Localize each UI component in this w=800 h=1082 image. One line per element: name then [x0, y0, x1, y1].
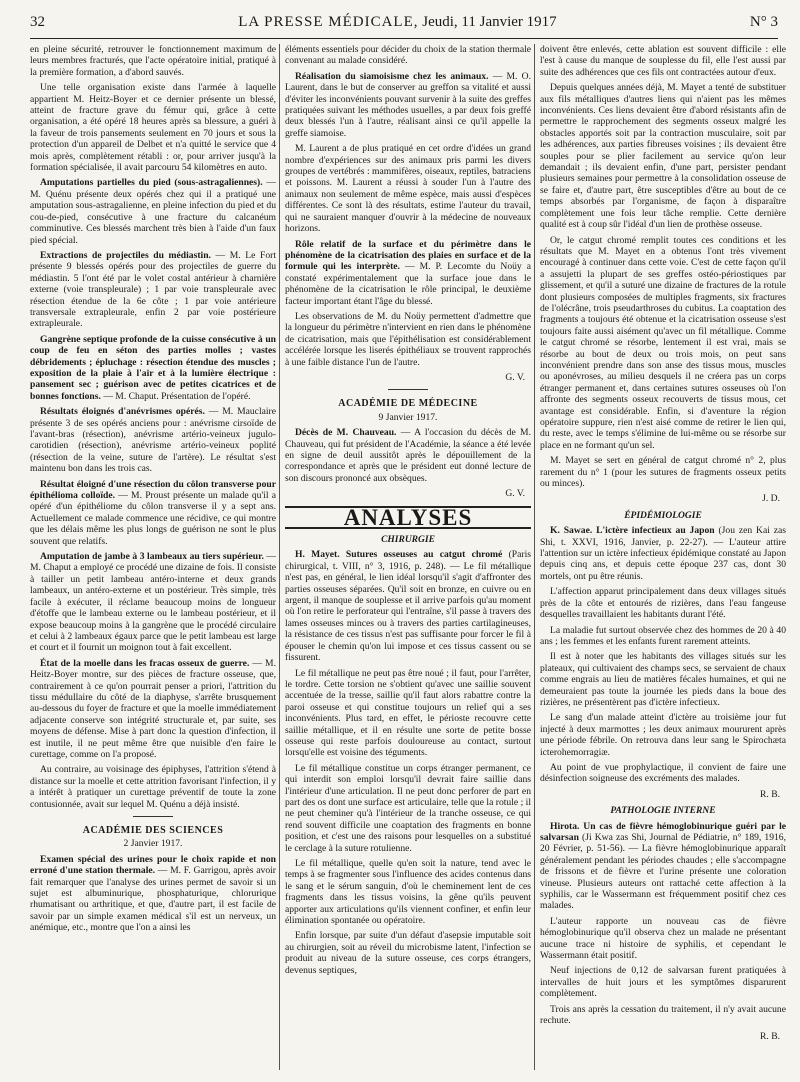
paragraph: Au contraire, au voisinage des épiphyses, l'attrition s'étend à distance sur la moelle et cette attrition favorisant l'infection, il y a intérêt à pratiquer un curettage préventif de toute la zone contusionnée, avait sur lequel M. Quénu a déjà insisté.	[30, 764, 276, 810]
signature: R. B.	[760, 1030, 780, 1042]
article	[30, 551, 276, 654]
paragraph: Enfin lorsque, par suite d'un défaut d'asepsie imputable soit au chirurgien, soit au réveil du microbisme latent, l'infection se produit au niveau de la suture osseuse, ces corps étrangers, devenus septiques,	[285, 930, 531, 976]
article-text: — M. Chaput a employé ce procédé une dizaine de fois. Il consiste à tailler un petit lambeau antéro-interne et deux grands lambeaux, un antéro-externe et un postérieur. Très simple, très facile à exécuter, il réclame beaucoup moins de longueur d'étoffe que le lambeau externe ou le lambeau postérieur, et il expose beaucoup moins à la gangrène que le procédé circulaire et celui à 2 lambeaux égaux parce que le petit lambeau est large et court et il fournit un moignon tout à fait excellent.	[30, 551, 276, 654]
article-heading: Gangrène septique profonde de la cuisse consécutive à un coup de feu en séton des parties molles ; vastes débridements ; épluchage : résection étendue des muscles ; exposition de la plaie à l'air et à la lumière électrique : pansement sec ; guérison avec de petites cicatrices et de bonnes fonctions.	[30, 333, 276, 402]
section-divider	[388, 389, 428, 390]
article	[30, 406, 276, 474]
page-number: 32	[30, 14, 45, 30]
paragraph: Une telle organisation existe dans l'armée à laquelle appartient M. Heitz-Boyer et ce dernier présente un blessé, atteint de fracture grave du fémur qui, grâce à cette organisation, a été opéré 18 heures après sa blessure, a guéri à la faveur de trois pansements seulement en 70 jours et sous la protection d'un appareil de Delbet et n'a quitté le service que 4 mois après, complètement rétabli : or, pour arriver jusqu'à la formation spécialisée, il avait parcouru 54 kilomètres en auto.	[30, 82, 276, 174]
article	[285, 549, 531, 663]
column-1	[30, 44, 276, 1074]
article	[30, 479, 276, 547]
article-text: — M. Quénu présente deux opérés chez qui il a pratiqué une amputation sous-astragalienne, en pleine infection du pied et du cou-de-pied, consécutive à une fracture du calcanéum comminutive. Ces blessés marchent très bien à l'aide d'un faux pied spécial.	[30, 177, 276, 246]
paragraph: Le fil métallique, quelle qu'en soit la nature, tend avec le temps à se fragmenter sous l'influence des acides contenus dans le sang et le sérum sanguin, d'où le cheminement lent de ces fragments dans les tissus voisins, la gêne qu'ils peuvent apporter aux articulations qu'ils viennent confiner, et enfin leur élimination spontanée ou opératoire.	[285, 858, 531, 927]
journal-title	[238, 14, 556, 31]
column-divider-2	[534, 44, 535, 1070]
article-heading: Extractions de projectiles du médiastin.	[40, 249, 211, 261]
article-text: (Ji Kwa zas Shi, Journal de Pédiatrie, n° 189, 1916, 20 Février, p. 51-56). — La fièvre hémoglobinurique apparaît généralement pendant les périodes chaudes ; elle s'accompagne de frissons et de fièvre et l'urine présente une coloration vineuse. Plusieurs auteurs ont rattaché cette affection à la syphilis, car le Wassermann est fréquemment positif chez ces malades.	[540, 832, 786, 912]
signature: G. V.	[505, 371, 525, 383]
paragraph: Au point de vue prophylactique, il convient de faire une désinfection soigneuse des excréments des malades.	[540, 761, 786, 785]
page-header	[30, 14, 778, 34]
issue-number: N° 3	[749, 14, 778, 30]
paragraph: Trois ans après la cessation du traitement, il n'y avait aucune rechute.	[540, 1003, 786, 1027]
article	[285, 71, 531, 139]
paragraph: Le fil métallique constitue un corps étranger permanent, ce qui interdit son emploi lorsqu'il devrait faire saillie dans l'intérieur d'une articulation. Il ne peut donc perforer de part en part des os dont une surface est articulaire, telle que la rotule ; il ne peut cheminer qu'à l'intérieur de la tranche osseuse, ce qui rend souvent difficile une coaptation des fragments en bonne position, et c'est une des raisons pour lesquelles on a substitué le cerclage à la suture rotulienne.	[285, 762, 531, 854]
section-date: 9 Janvier 1917.	[378, 411, 438, 423]
article-text: (Jou zen Kai zas Shi, t. XXVI, 1916, Janvier, p. 22-27). — L'auteur attire l'attention sur un ictère infectieux épidémique constaté au Japon depuis cinq ans, et depuis cette époque 237 cas, dont 30 mortels, ont pu être réunis.	[540, 525, 786, 582]
article	[285, 427, 531, 484]
column-3	[540, 44, 786, 1074]
article-heading: Décès de M. Chauveau.	[295, 427, 397, 439]
signature: J. D.	[762, 493, 780, 505]
paragraph: Neuf injections de 0,12 de salvarsan furent pratiquées à intervalles de huit jours et les symptômes disparurent complètement.	[540, 965, 786, 1000]
article-heading: K. Sawae. L'ictère infectieux au Japon	[550, 525, 715, 537]
column-2	[285, 44, 531, 1074]
subsection-title: ÉPIDÉMIOLOGIE	[624, 510, 702, 521]
article-heading: Examen spécial des urines pour le choix rapide et non erroné d'une station thermale.	[30, 853, 276, 877]
article-text: — M. F. Garrigou, après avoir fait remarquer que l'analyse des urines permet de savoir si un sujet est albuminurique, phosphaturique, chlorurique rhumatisant ou arthritique, et que, d'autre part, il est facile de savoir par un simple examen médical s'il est un nerveux, un anémique, etc., montre que l'on a ainsi les	[30, 865, 276, 934]
article	[30, 658, 276, 761]
paragraph: Or, le catgut chromé remplit toutes ces conditions et les résultats que M. Mayet en a obtenus l'ont très vivement encouragé à continuer dans cette voie. C'est de cette façon qu'il a assujetti la plupart de ses greffes ostéo-périostiques par glissement, et qu'il a suturé une dizaine de fractures de la rotule dont plusieurs composées de multiples fragments, six fractures de l'olécrâne, trois pseudarthroses du cubitus. La coaptation des fragments a toujours été obtenue et la cicatrisation osseuse s'est toujours faite aussi aisément qu'avec un fil métallique. Comme le catgut chromé se résorbe, lentement il est vrai, mais se résorbe au bout de deux ou trois mois, on peut sans inconvénient prendre dans son anse des tissus mous, muscles ou aponévroses, au milieu desquels il ne créera pas un corps étranger permanent et, dans certaines sutures osseuses où l'on affronte des segments osseux recouverts de tissus mous, cet avantage est considérable. Enfin, si d'aventure la région opératoire suppure, rien n'est aisé comme de retirer le lien qui, du reste, avec le temps s'élimine de lui-même ou se résorbe sur place en ne formant qu'un sel.	[540, 234, 786, 451]
paragraph: L'affection apparut principalement dans deux villages situés près de la côte et entourés de rizières, dans l'eau fangeuse desquelles travaillaient les habitants durant l'été.	[540, 586, 786, 621]
article-heading: Hirota. Un cas de fièvre hémoglobinurique guéri par le salvarsan	[540, 820, 786, 843]
article-text: — M. Proust présente un malade qu'il a opéré d'un épithéliome du côlon transverse il y a sept ans. Actuellement ce malade commence une récidive, ce qui montre que les délais même les plus longs de guérison ne sont le plus souvent que relatifs.	[30, 490, 276, 547]
article-text: — M. P. Lecomte du Noüy a constaté expérimentalement que la surface joue dans le phénomène de la cicatrisation le rôle principal, le deuxième facteur important étant l'âge du blessé.	[285, 261, 531, 307]
issue-date: Jeudi, 11 Janvier 1917	[422, 14, 557, 30]
paragraph: L'auteur rapporte un nouveau cas de fièvre hémoglobinurique qu'il observa chez un malade ne présentant aucune trace ni histoire de syphilis, et cependant le Wassermann était positif.	[540, 915, 786, 962]
section-date: 2 Janvier 1917.	[123, 838, 183, 850]
subsection-title: PATHOLOGIE INTERNE	[610, 806, 716, 817]
paragraph: éléments essentiels pour décider du choix de la station thermale convenant au malade considéré.	[285, 44, 531, 67]
article-heading: Amputations partielles du pied (sous-astragaliennes).	[40, 177, 263, 189]
article-text: — A l'occasion du décès de M. Chauveau, qui fut président de l'Académie, la séance a été levée en signe de deuil aussitôt après le dépouillement de la correspondance et après que le président eut donné lecture de son discours prononcé aux obsèques.	[285, 427, 531, 484]
paragraph: Il est à noter que les habitants des villages situés sur les plateaux, qui cultivaient des champs secs, se servaient de chaux comme engrais au lieu de matières fécales humaines, et qui ne demeuraient pas toute la journée les pieds dans la boue des rizières, ne présentèrent pas d'ictère infectieux.	[540, 651, 786, 708]
article-heading: Résultat éloigné d'une résection du côlon transverse pour épithélioma colloïde.	[30, 478, 276, 502]
article-heading: Amputation de jambe à 3 lambeaux au tiers supérieur.	[40, 551, 264, 563]
paragraph: Les observations de M. du Noüy permettent d'admettre que la longueur du périmètre n'intervient en rien dans le phénomène de cicatrisation, mais que l'épithélisation est considérablement accélérée lorsque les liserés épithéliaux se trouvent rapprochés à une faible distance l'un de l'autre.	[285, 310, 531, 368]
header-rule	[30, 38, 778, 39]
paragraph: Depuis quelques années déjà, M. Mayet a tenté de substituer aux fils métalliques d'autres liens qui n'aient pas les mêmes inconvénients. Ces liens devaient être d'abord résistants afin de permettre le rapprochement des segments osseux malgré les obstacles apportés soit par la contraction musculaire, soit par les adhérences, aux parties fibreuses voisines ; ils devaient être souples pour se plier facilement au service qu'on leur demandait ; ils devaient enfin, d'une part, persister pendant plusieurs semaines pour permettre à la consolidation osseuse de se faire et, d'autre part, être susceptibles d'être au bout de ce temps absorbés par l'organisme, de façon à disparaître complètement une fois leur tâche remplie. Cette dernière qualité est à coup sûr l'idéal d'un lien de prothèse osseuse.	[540, 82, 786, 231]
journal-name: LA PRESSE MÉDICALE,	[238, 14, 419, 30]
paragraph: doivent être enlevés, cette ablation est souvent difficile : elle l'est à cause du manque de souplesse du fil, elle l'est aussi par suite des adhérences que ces fils ont contractées autour d'eux.	[540, 44, 786, 78]
article-heading: Réalisation du siamoisisme chez les animaux.	[295, 70, 489, 82]
article	[540, 525, 786, 582]
article-text: — M. Heitz-Boyer montre, sur des pièces de fracture osseuse, que, contrairement à ce qu'on pourrait penser a priori, l'attrition du tissu médullaire du côté de la diaphyse, s'arrête brusquement au-dessous du foyer de fracture et que la moelle immédiatement adjacente conserve son intégrité structurale et, par suite, ses moyens de défense. Mise à part donc la question d'infection, il est inutile, il ne peut même être que nuisible d'en faire le curettage, comme on l'a proposé.	[30, 657, 276, 760]
paragraph: Le fil métallique ne peut pas être noué ; il faut, pour l'arrêter, le tordre. Cette torsion ne s'obtient qu'avec une saillie souvent accentuée de la tresse, saillie qu'il faut alors rabattre contre la paroi osseuse et qui constitue toujours un relief qui a ses inconvénients. Plus tard, en effet, le périoste recouvre cette saillie métallique, et il en résulte une sorte de petite bosse osseuse qui reste parfois douloureuse au contact, surtout lorsqu'elle est voisine des téguments.	[285, 667, 531, 759]
article-text: — M. Chaput. Présentation de l'opéré.	[103, 390, 251, 402]
article-text: (Paris chirurgical, t. VIII, n° 3, 1916, p. 248). — Le fil métallique n'est pas, en général, le lien idéal lorsqu'il s'agit d'affronter des parties osseuses séparées. Qu'il soit en bronze, en cuivre ou en argent, il manque de souplesse et il arrive parfois qu'au moment où l'on retire le perforateur qui l'entraîne, s'il passe à travers des lames osseuses minces ou à travers des parties cartilagineuses, la résistance de ces tissus n'est pas suffisante pour forcer le fil à épouser le chemin qu'on lui impose et ces tissus cassent ou se fissurent.	[285, 549, 531, 664]
article	[30, 334, 276, 402]
section-divider	[133, 816, 173, 817]
paragraph: Le sang d'un malade atteint d'ictère au troisième jour fut injecté à deux marmottes ; les deux animaux moururent après une période fébrile. On retrouva dans leur sang le Spirochæta icterohemorragiæ.	[540, 712, 786, 758]
paragraph: M. Laurent a de plus pratiqué en cet ordre d'idées un grand nombre d'expériences sur des animaux pris parmi les divers groupes de vertébrés : mammifères, oiseaux, reptiles, batraciens et poissons. M. Laurent a réussi à souder l'un à l'autre des animaux non seulement de même espèce, mais aussi d'espèces différentes. Ce sont là des résultats, estime l'auteur du travail, qui ne sauraient manquer d'ouvrir à la médecine de nouveaux horizons.	[285, 143, 531, 235]
article	[540, 821, 786, 912]
section-title: ACADÉMIE DE MÉDECINE	[338, 398, 478, 410]
article-heading: H. Mayet. Sutures osseuses au catgut chromé	[295, 549, 503, 561]
paragraph: M. Mayet se sert en général de catgut chromé n° 2, plus rarement du n° 1 (pour les sutures de fragments osseux petits ou minces).	[540, 455, 786, 490]
analyses-banner: ANALYSES	[285, 506, 531, 529]
paragraph: La maladie fut surtout observée chez des hommes de 20 à 40 ans ; les femmes et les enfants furent rarement atteints.	[540, 624, 786, 647]
signature: R. B.	[760, 788, 780, 800]
article-heading: Rôle relatif de la surface et du périmètre dans le phénomène de la cicatrisation des plaies en surface et de la formule qui les interprète.	[285, 238, 531, 273]
article-heading: Résultats éloignés d'anévrismes opérés.	[40, 406, 205, 418]
article	[285, 239, 531, 307]
article	[30, 250, 276, 330]
column-divider-1	[279, 44, 280, 1070]
section-title: ACADÉMIE DES SCIENCES	[82, 825, 224, 836]
article-text: — M. Le Fort présente 9 blessés opérés pour des projectiles de guerre du médiastin. 5 l'ont été par le volet costal antérieur à charnière externe (voie transpleurale) ; 1 par voie transpleurale avec résection étendue de la 6e côte ; 1 par voie antérieure transversale extrapleurale, enfin 2 par voie postérieure extrapleurale.	[30, 249, 276, 330]
article-text: — M. O. Laurent, dans le but de conserver au greffon sa vitalité et aussi d'éviter les inconvénients pouvant survenir à la suite des greffes pratiquées suivant les méthodes usuelles, a par deux fois greffé deux blessés l'un à l'autre, réalisant ainsi ce qu'il appelle la greffe siamoise.	[285, 70, 531, 139]
article	[30, 854, 276, 934]
article-text: — M. Mauclaire présente 3 de ses opérés anciens pour : anévrisme cirsoïde de l'avant-bras (résection), anévrisme artério-veineux jugulo-carotidien (résection), anévrisme artério-veineux poplité (résection de la veine, suture de l'artère). Le résultat s'est maintenu bon dans les trois cas.	[30, 406, 276, 475]
subsection-title: CHIRURGIE	[381, 535, 435, 546]
article	[30, 177, 276, 245]
signature: G. V.	[505, 488, 525, 500]
paragraph: en pleine sécurité, retrouver le fonctionnement maximum de leurs membres fracturés, que l'acte opératoire initial, pratiqué à la première formation, a d'abord sauvés.	[30, 44, 276, 78]
article-heading: État de la moelle dans les fracas osseux de guerre.	[40, 657, 250, 669]
